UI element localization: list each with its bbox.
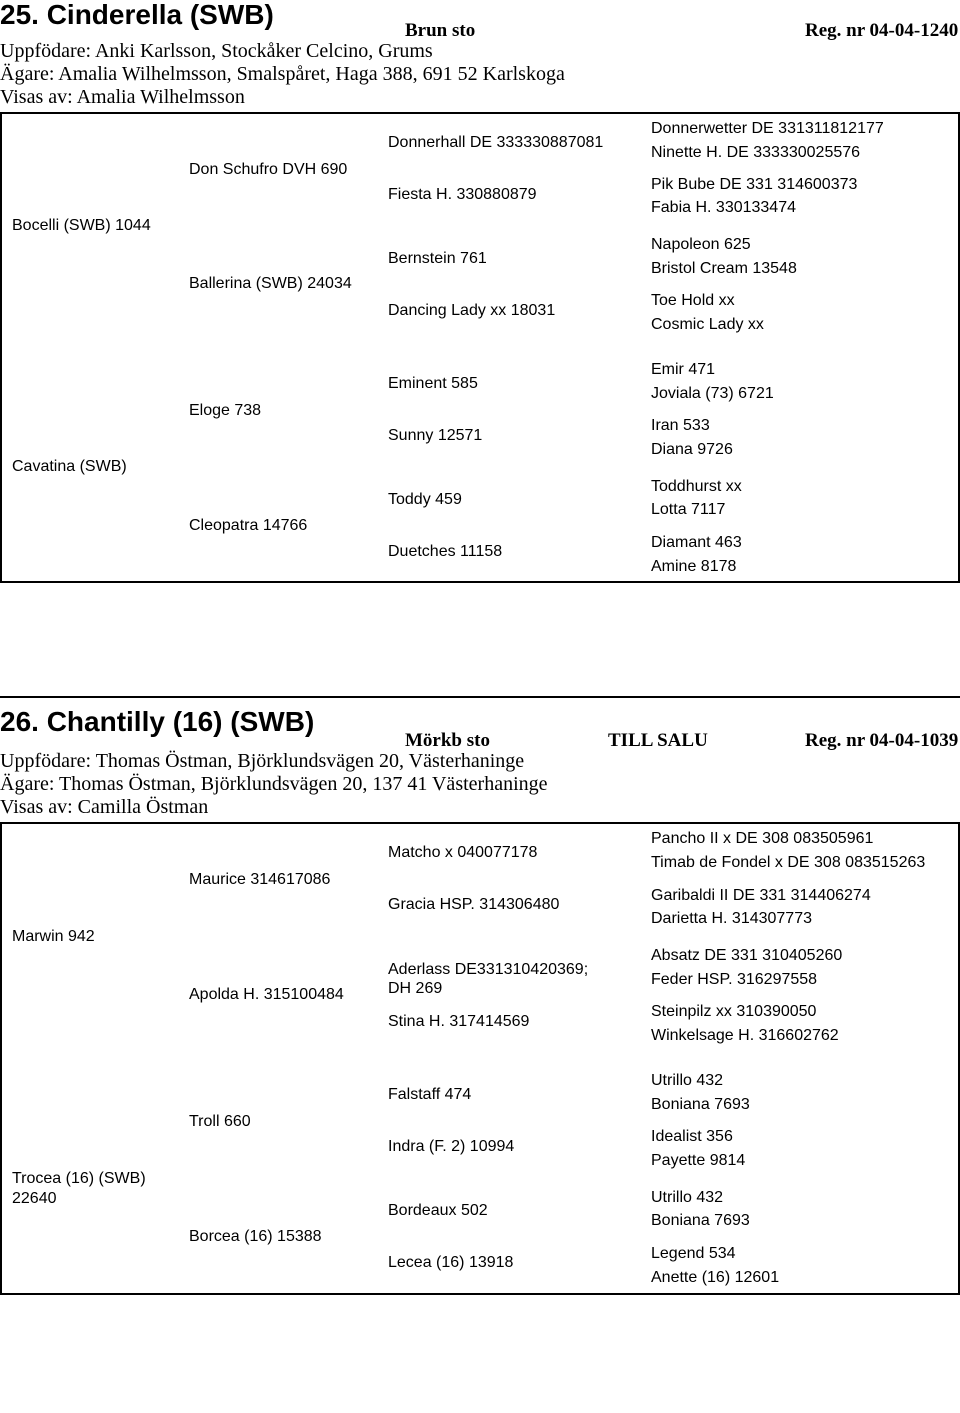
gen4-ancestor: Lotta 7117	[651, 501, 726, 518]
divider	[0, 696, 960, 698]
dam: Cavatina (SWB)	[12, 458, 127, 475]
breeder: Uppfödare: Anki Karlsson, Stockåker Celcino, Grums	[0, 40, 433, 62]
shown-by: Visas av: Camilla Östman	[0, 796, 209, 818]
registration-number: Reg. nr 04-04-1240	[805, 20, 959, 41]
gen4-ancestor: Payette 9814	[651, 1152, 746, 1169]
gen4-ancestor: Napoleon 625	[651, 236, 751, 253]
gen4-ancestor: Diana 9726	[651, 441, 733, 458]
gen4-ancestor: Feder HSP. 316297558	[651, 971, 818, 988]
gen3-ancestor: Fiesta H. 330880879	[388, 186, 537, 203]
gen3-ancestor: Sunny 12571	[388, 427, 483, 444]
dam-number: 22640	[12, 1190, 57, 1207]
gen4-ancestor: Idealist 356	[651, 1128, 733, 1145]
gen4-ancestor: Anette (16) 12601	[651, 1269, 780, 1286]
dam: Trocea (16) (SWB)	[12, 1170, 146, 1187]
gen4-ancestor: Utrillo 432	[651, 1072, 724, 1089]
sire: Bocelli (SWB) 1044	[12, 217, 151, 234]
gen4-ancestor: Timab de Fondel x DE 308 083515263	[651, 854, 926, 871]
gen4-ancestor: Darietta H. 314307773	[651, 910, 812, 927]
gen4-ancestor: Steinpilz xx 310390050	[651, 1003, 817, 1020]
gen4-ancestor: Fabia H. 330133474	[651, 199, 796, 216]
gen4-ancestor: Iran 533	[651, 417, 710, 434]
gen4-ancestor: Boniana 7693	[651, 1212, 750, 1229]
registration-number: Reg. nr 04-04-1039	[805, 730, 959, 751]
gen4-ancestor: Pik Bube DE 331 314600373	[651, 176, 858, 193]
owner: Ägare: Thomas Östman, Björklundsvägen 20, 137 41 Västerhaninge	[0, 773, 548, 795]
dam-dam: Cleopatra 14766	[189, 517, 308, 534]
entry-title: 25. Cinderella (SWB)	[0, 0, 274, 30]
gen3-ancestor: Lecea (16) 13918	[388, 1254, 514, 1271]
gen3-ancestor: Toddy 459	[388, 491, 462, 508]
gen3-ancestor: Stina H. 317414569	[388, 1013, 530, 1030]
gen3-ancestor: Duetches 11158	[388, 543, 503, 560]
dam-dam: Borcea (16) 15388	[189, 1228, 322, 1245]
dam-sire: Troll 660	[189, 1113, 251, 1130]
gen4-ancestor: Garibaldi II DE 331 314406274	[651, 887, 871, 904]
gen4-ancestor: Joviala (73) 6721	[651, 385, 774, 402]
shown-by: Visas av: Amalia Wilhelmsson	[0, 86, 245, 108]
gen3-ancestor: Matcho x 040077178	[388, 844, 538, 861]
gen4-ancestor: Pancho II x DE 308 083505961	[651, 830, 874, 847]
gen3-ancestor: DH 269	[388, 980, 443, 997]
gen3-ancestor: Eminent 585	[388, 375, 478, 392]
gen3-ancestor: Bernstein 761	[388, 250, 487, 267]
gen4-ancestor: Absatz DE 331 310405260	[651, 947, 843, 964]
gen3-ancestor: Donnerhall DE 333330887081	[388, 134, 604, 151]
gen4-ancestor: Utrillo 432	[651, 1189, 724, 1206]
sire-sire: Don Schufro DVH 690	[189, 161, 348, 178]
gen4-ancestor: Donnerwetter DE 331311812177	[651, 120, 884, 137]
sire-dam: Apolda H. 315100484	[189, 986, 344, 1003]
color-sex: Brun sto	[405, 20, 476, 41]
gen3-ancestor: Bordeaux 502	[388, 1202, 488, 1219]
gen3-ancestor: Indra (F. 2) 10994	[388, 1138, 515, 1155]
gen4-ancestor: Emir 471	[651, 361, 716, 378]
sire: Marwin 942	[12, 928, 95, 945]
sire-dam: Ballerina (SWB) 24034	[189, 275, 352, 292]
sire-sire: Maurice 314617086	[189, 871, 331, 888]
gen4-ancestor: Cosmic Lady xx	[651, 316, 764, 333]
color-sex: Mörkb sto	[405, 730, 490, 751]
dam-sire: Eloge 738	[189, 402, 262, 419]
gen4-ancestor: Amine 8178	[651, 558, 737, 575]
gen4-ancestor: Toddhurst xx	[651, 478, 742, 495]
gen4-ancestor: Toe Hold xx	[651, 292, 735, 309]
gen3-ancestor: Dancing Lady xx 18031	[388, 302, 556, 319]
sale-status: TILL SALU	[608, 730, 708, 751]
gen4-ancestor: Legend 534	[651, 1245, 736, 1262]
gen3-ancestor: Falstaff 474	[388, 1086, 472, 1103]
gen4-ancestor: Boniana 7693	[651, 1096, 750, 1113]
gen4-ancestor: Ninette H. DE 333330025576	[651, 144, 861, 161]
breeder: Uppfödare: Thomas Östman, Björklundsvägen 20, Västerhaninge	[0, 750, 525, 772]
gen4-ancestor: Bristol Cream 13548	[651, 260, 797, 277]
owner: Ägare: Amalia Wilhelmsson, Smalspåret, Haga 388, 691 52 Karlskoga	[0, 63, 565, 85]
gen3-ancestor: Gracia HSP. 314306480	[388, 896, 560, 913]
gen4-ancestor: Winkelsage H. 316602762	[651, 1027, 839, 1044]
gen3-ancestor: Aderlass DE331310420369;	[388, 961, 589, 978]
entry-title: 26. Chantilly (16) (SWB)	[0, 706, 315, 737]
gen4-ancestor: Diamant 463	[651, 534, 742, 551]
